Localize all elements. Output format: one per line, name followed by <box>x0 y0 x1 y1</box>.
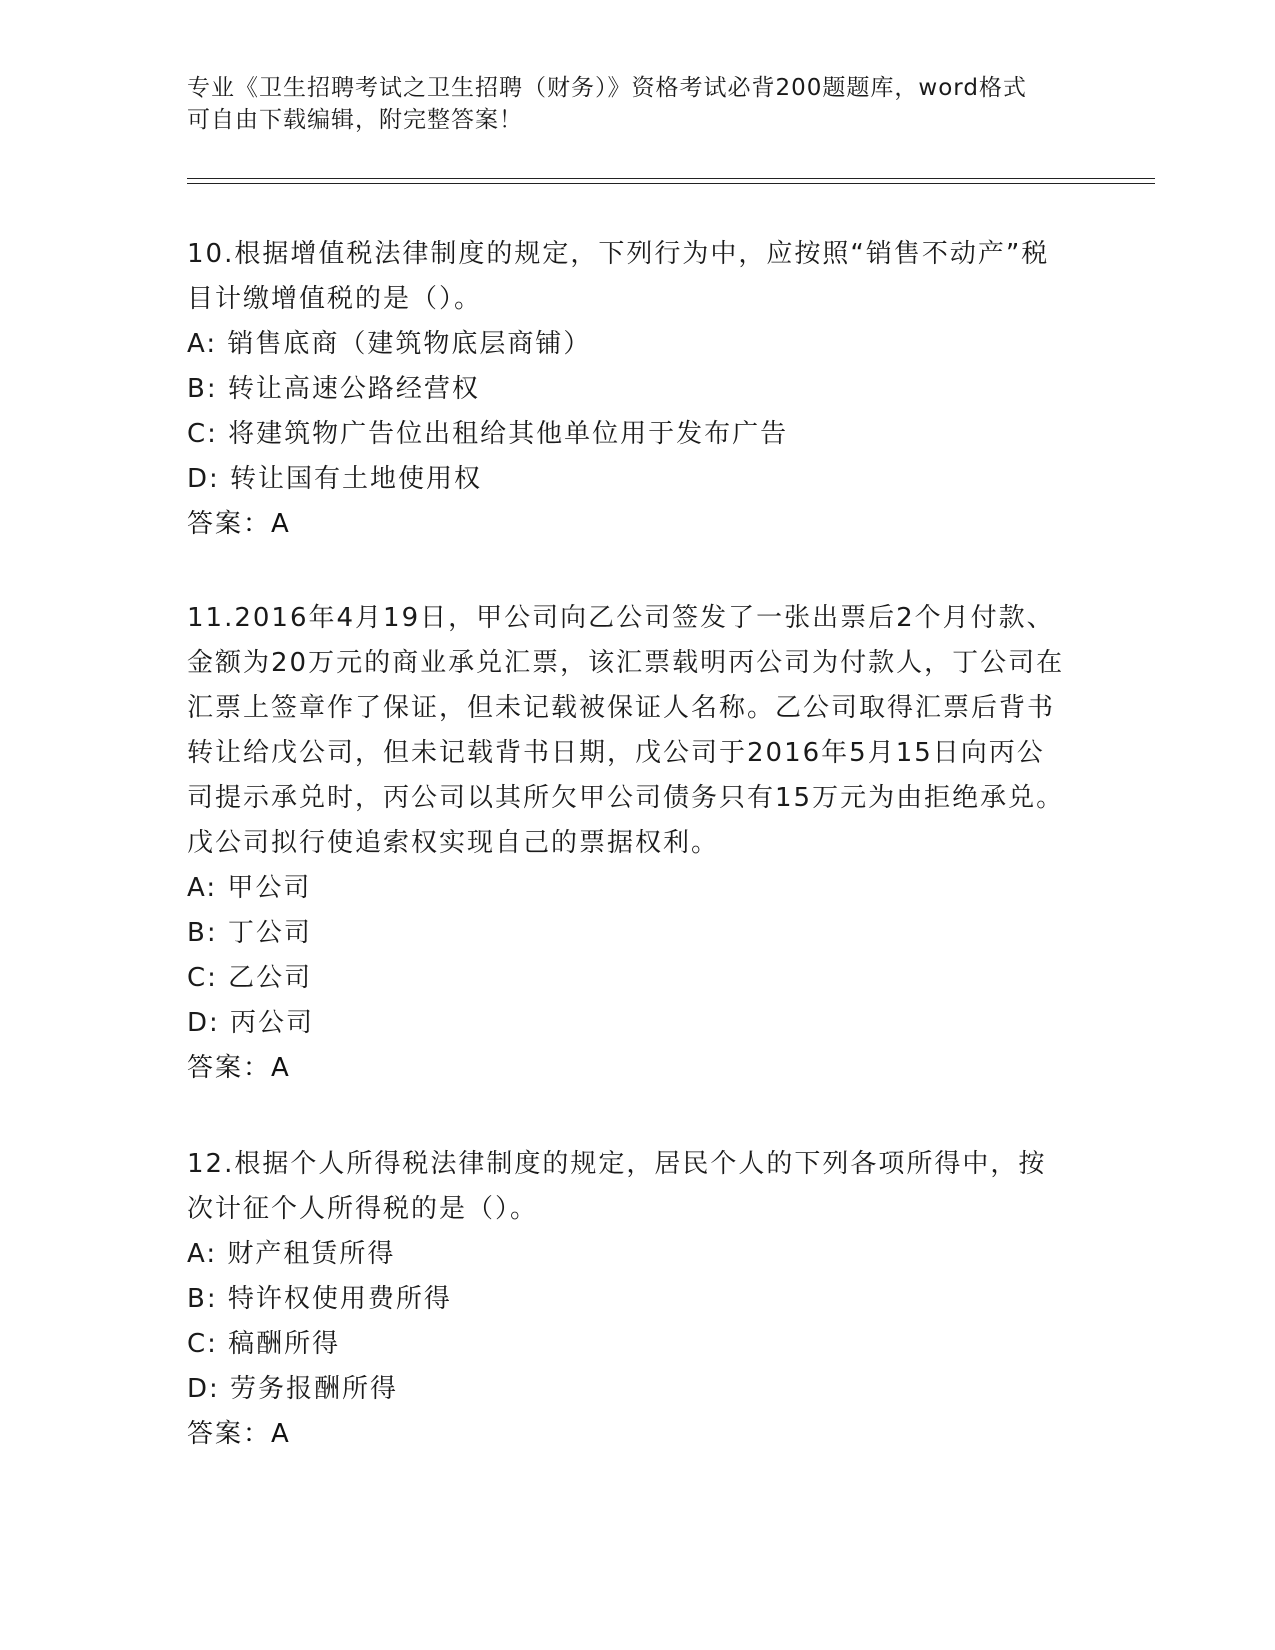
answer-label: 答案：A <box>187 1419 291 1449</box>
option-a: A: 财产租赁所得 <box>187 1239 396 1269</box>
header-divider-top <box>187 178 1155 179</box>
question-12 <box>187 1142 1067 1457</box>
option-d: D: 转让国有土地使用权 <box>187 464 483 494</box>
option-c: C: 稿酬所得 <box>187 1329 341 1359</box>
question-stem: 12.根据个人所得税法律制度的规定，居民个人的下列各项所得中，按次计征个人所得税的是（）。 <box>187 1149 1047 1224</box>
header-divider-bottom <box>187 183 1155 184</box>
header-line-2: 可自由下载编辑，附完整答案！ <box>187 107 523 133</box>
option-d: D: 劳务报酬所得 <box>187 1374 399 1404</box>
question-stem: 10.根据增值税法律制度的规定，下列行为中，应按照“销售不动产”税目计缴增值税的是（）。 <box>187 239 1050 314</box>
option-a: A: 甲公司 <box>187 873 312 903</box>
header-line-1: 专业《卫生招聘考试之卫生招聘（财务）》资格考试必背200题题库，word格式 <box>187 75 1027 101</box>
option-d: D: 丙公司 <box>187 1008 315 1038</box>
option-b: B: 丁公司 <box>187 918 312 948</box>
option-a: A: 销售底商（建筑物底层商铺） <box>187 329 592 359</box>
answer-label: 答案：A <box>187 1053 291 1083</box>
question-10 <box>187 232 1067 547</box>
option-b: B: 特许权使用费所得 <box>187 1284 452 1314</box>
option-c: C: 乙公司 <box>187 963 313 993</box>
question-stem: 11.2016年4月19日，甲公司向乙公司签发了一张出票后2个月付款、金额为20万元的商业承兑汇票，该汇票载明丙公司为付款人，丁公司在汇票上签章作了保证，但未记载被保证人名称。乙公司取得汇票后背书转让给戊公司，但未记载背书日期，戊公司于2016年5月15日向丙公司提示承兑时，丙公司以其所欠甲公司债务只有15万元为由拒绝承兑。戊公司拟行使追索权实现自己的票据权利。 <box>187 603 1065 858</box>
question-11 <box>187 596 1067 1091</box>
option-c: C: 将建筑物广告位出租给其他单位用于发布广告 <box>187 419 789 449</box>
answer-label: 答案：A <box>187 509 291 539</box>
option-b: B: 转让高速公路经营权 <box>187 374 480 404</box>
document-header <box>187 72 1067 136</box>
